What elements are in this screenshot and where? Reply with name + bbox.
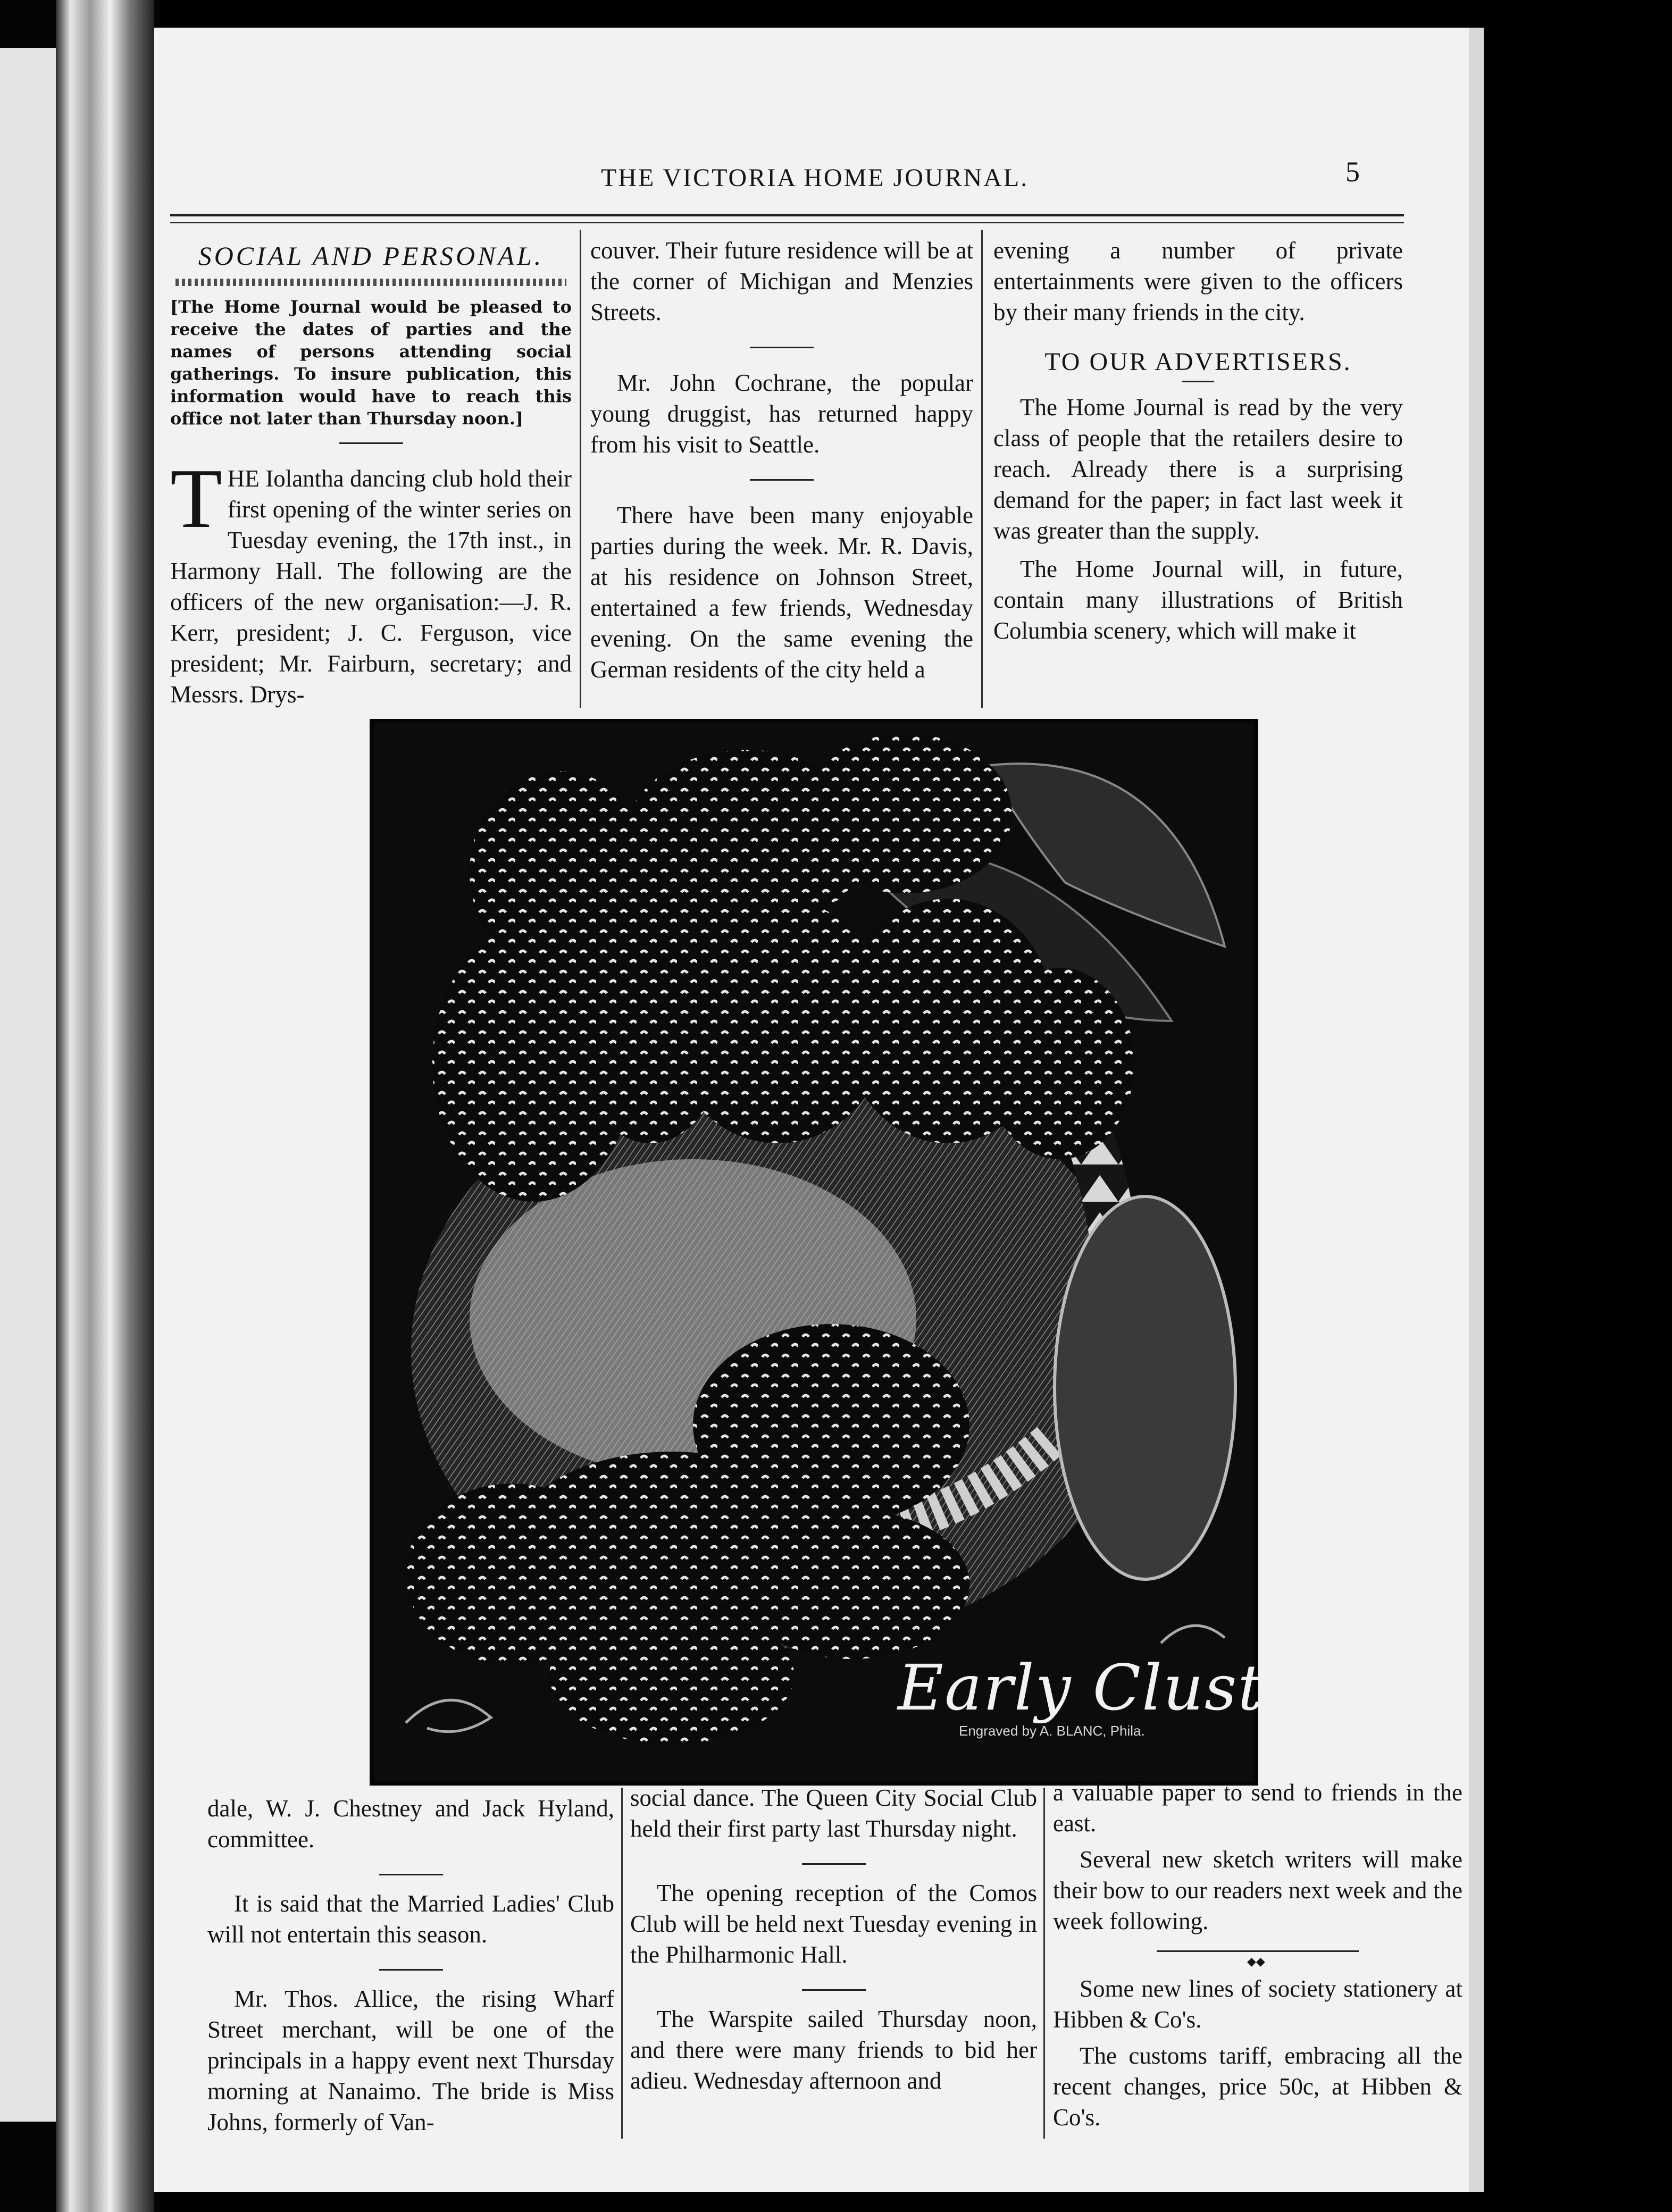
previous-page-edge: [0, 48, 58, 2122]
separator-rule: [1182, 381, 1214, 382]
paragraph: There have been many enjoyable parties during the week. Mr. R. Davis, at his residence on Johnson Street, entertained a few friends, Wednesday evening. On the same evening the German residents of the city held a: [590, 502, 973, 683]
wavy-rule: [175, 279, 566, 286]
paragraph: dale, W. J. Chestney and Jack Hyland, committee.: [207, 1795, 614, 1853]
binding-gutter: [56, 0, 154, 2212]
header-rule-thin: [170, 222, 1404, 223]
paragraph: Mr. John Cochrane, the popular young druggist, has returned happy from his visit to Seattle.: [590, 370, 973, 458]
paragraph: Mr. Thos. Allice, the rising Wharf Street merchant, will be one of the principals in a happy event next Thursday morning at Nanaimo. The bride is Miss Johns, formerly of Van-: [207, 1985, 614, 2135]
column-3-bottom: [1053, 1777, 1462, 2152]
paragraph: The customs tariff, embracing all the recent changes, price 50c, at Hibben & Co's.: [1053, 2042, 1462, 2131]
column-rule: [580, 230, 581, 708]
berry-bowl-illustration: [374, 723, 1254, 1781]
column-rule: [1043, 1788, 1045, 2139]
paragraph: The Home Journal is read by the very class of people that the retailers desire to reach. Already there is a surprising demand for the paper; in fact last week it was greater than the supply.: [993, 394, 1403, 544]
paragraph: evening a number of private entertainments were given to the officers by their many friends in the city.: [993, 237, 1403, 325]
column-rule: [621, 1788, 623, 2139]
paragraph: The Home Journal will, in future, contain many illustrations of British Columbia scenery, which will make it: [993, 556, 1403, 644]
editorial-note: [The Home Journal would be pleased to receive the dates of parties and the names of persons attending social gatherings. To insure publication, this information would have to reach this office not later than Thursday noon.]: [170, 297, 572, 429]
paragraph: social dance. The Queen City Social Club held their first party last Thursday night.: [630, 1784, 1037, 1842]
page-edge: [1469, 28, 1484, 2192]
separator-rule: [339, 442, 403, 444]
separator-rule: [379, 1874, 443, 1875]
section-heading-advertisers: TO OUR ADVERTISERS.: [1044, 348, 1352, 376]
paragraph: couver. Their future residence will be at the corner of Michigan and Menzies Streets.: [590, 237, 973, 325]
paragraph: a valuable paper to send to friends in the east.: [1053, 1779, 1462, 1837]
column-2-bottom: [630, 1782, 1037, 2115]
separator-rule: [802, 1989, 866, 1991]
column-1-top: [170, 240, 572, 710]
drop-cap: T: [170, 451, 222, 546]
separator-rule: [750, 347, 814, 348]
engraving-caption: Early Cluster.: [898, 1651, 1348, 1724]
engraving-early-cluster: [370, 719, 1348, 1786]
article-iolantha: [170, 451, 572, 710]
paragraph: HE Iolantha dancing club hold their first opening of the winter series on Tuesday evening, the 17th inst., in Harmony Hall. The following are the officers of the new organisation:—J. R. Kerr, president; J. C. Ferguson, vice president; Mr. Fairburn, secretary; and Messrs. Drys-: [170, 465, 572, 708]
masthead-title: THE VICTORIA HOME JOURNAL.: [601, 164, 1029, 192]
paragraph: Some new lines of society stationery at Hibben & Co's.: [1053, 1975, 1462, 2033]
newspaper-page: [154, 28, 1484, 2192]
ornamental-separator: ◆◆: [1157, 1950, 1359, 1952]
paragraph: The opening reception of the Comos Club will be held next Tuesday evening in the Philharmonic Hall.: [630, 1880, 1037, 1968]
separator-rule: [379, 1969, 443, 1971]
column-rule: [981, 230, 983, 708]
page-number: 5: [1345, 156, 1360, 188]
column-2-top: [590, 235, 973, 704]
column-1-bottom: [207, 1793, 614, 2157]
separator-rule: [802, 1863, 866, 1865]
column-3-top: [993, 235, 1403, 665]
paragraph: It is said that the Married Ladies' Club will not entertain this season.: [207, 1890, 614, 1948]
separator-rule: [750, 479, 814, 481]
header-rule: [170, 214, 1404, 216]
section-heading-social: SOCIAL AND PERSONAL.: [198, 241, 544, 271]
engraver-credit: Engraved by A. BLANC, Phila.: [959, 1723, 1145, 1739]
paragraph: The Warspite sailed Thursday noon, and there were many friends to bid her adieu. Wednesday afternoon and: [630, 2006, 1037, 2094]
paragraph: Several new sketch writers will make their bow to our readers next week and the week following.: [1053, 1846, 1462, 1934]
